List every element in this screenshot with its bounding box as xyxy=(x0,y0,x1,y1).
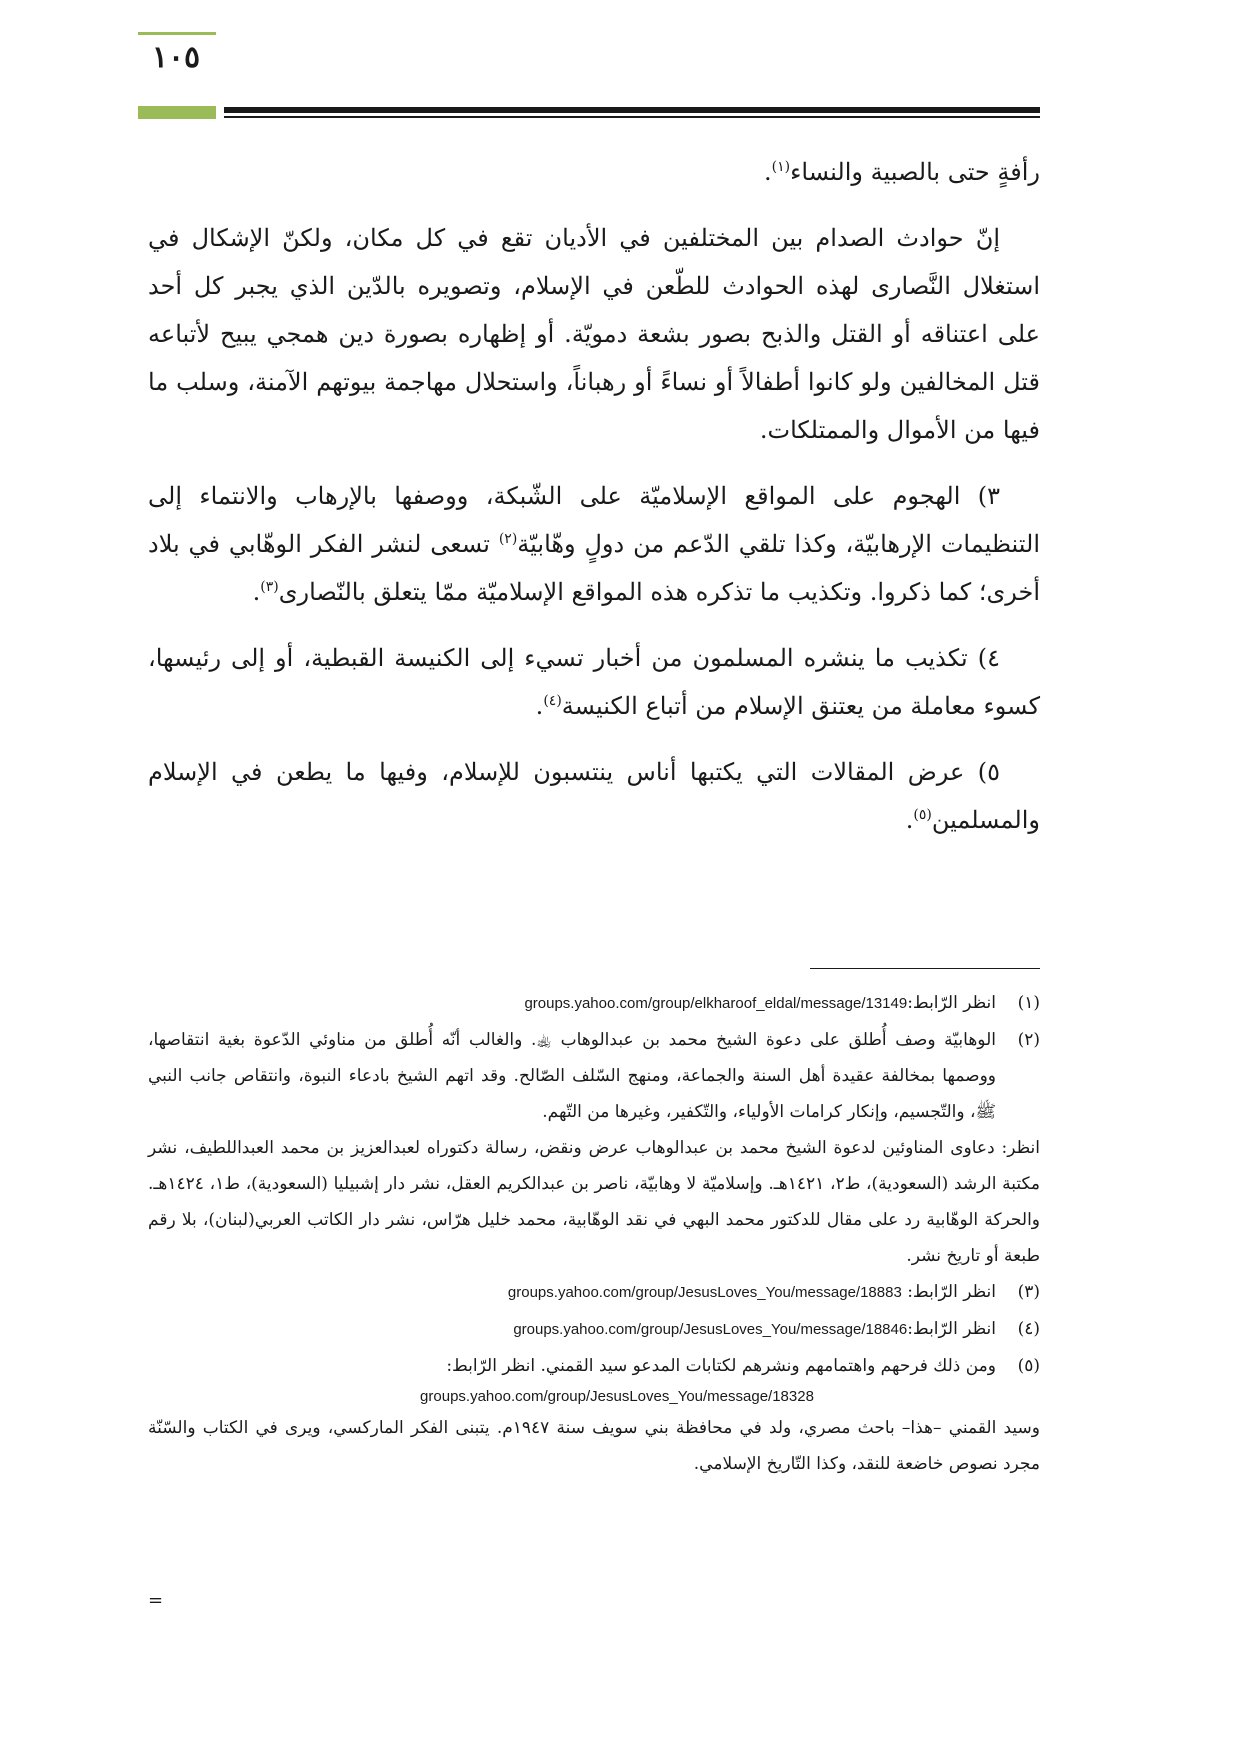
footnote-ref[interactable]: (١) xyxy=(771,159,791,175)
footnote-number: (٥) xyxy=(1017,1356,1040,1376)
footnote-text: الوهابيّة وصف أُطلق على دعوة الشيخ محمد بن عبدالوهاب ﵀. والغالب أنّه أُطلق من مناوئي الدّعوة بغية انتقاصها، ووصمها بمخالفة عقيدة أهل السنة والجماعة، ومنهج السّلف الصّالح. وقد اتهم الشيخ بادعاء النبوة، وانتقاص جانب النبي ﷺ، والتّجسيم، وإنكار كرامات الأولياء، والتّكفير، وغيرها من التّهم. xyxy=(148,1030,996,1122)
header-rule-thick xyxy=(224,107,1040,113)
footnote-ref[interactable]: (٥) xyxy=(913,807,932,823)
footnote-2 xyxy=(148,1022,1040,1130)
footnote-link[interactable]: groups.yahoo.com/group/JesusLoves_You/message/18328 xyxy=(420,1388,814,1405)
footnote-5 xyxy=(148,1348,1040,1410)
footnote-separator xyxy=(810,968,1040,969)
footnote-3: (٣) انظر الرّابط: groups.yahoo.com/group/JesusLoves_You/message/18883 xyxy=(148,1274,1040,1311)
paragraph-item-3: ٣) الهجوم على المواقع الإسلاميّة على الشّبكة، ووصفها بالإرهاب والانتماء إلى التنظيمات الإرهابيّة، وكذا تلقي الدّعم من دولٍ وهّابيّة$^{(٢)}$ تسعى لنشر الفكر الوهّابي في بلاد أخرى؛ كما ذكروا. وتكذيب ما تذكره هذه المواقع الإسلاميّة ممّا يتعلق بالنّصارى$^{(٣)}$. xyxy=(148,482,1041,606)
footnote-2-references: انظر: دعاوى المناوئين لدعوة الشيخ محمد بن عبدالوهاب عرض ونقض، رسالة دكتوراه لعبدالعزيز بن محمد العبداللطيف، نشر مكتبة الرشد (السعودية)، ط٢، ١٤٢١هـ. وإسلاميّة لا وهابيّة، ناصر بن عبدالكريم العقل، نشر دار إشبيليا (السعودية)، ط١، ١٤٢٤هـ. والحركة الوهّابية رد على مقال للدكتور محمد البهي في نقد الوهّابية، محمد خليل هرّاس، نشر دار الكاتب العربي(لبنان)، بلا رقم طبعة أو تاريخ نشر. xyxy=(148,1138,1041,1266)
footnotes xyxy=(148,985,1040,1482)
header-accent-line xyxy=(138,32,216,35)
footnote-link[interactable]: groups.yahoo.com/group/elkharoof_eldal/message/13149 xyxy=(524,995,908,1012)
footnote-link[interactable]: groups.yahoo.com/group/JesusLoves_You/message/18846 xyxy=(513,1321,908,1338)
footnote-number: (٢) xyxy=(1017,1030,1040,1050)
header-rule-thin xyxy=(224,116,1040,118)
paragraph: إنّ حوادث الصدام بين المختلفين في الأديان تقع في كل مكان، ولكنّ الإشكال في استغلال النَّصارى لهذه الحوادث للطّعن في الإسلام، وتصويره بالدّين الذي يجبر كل أحد على اعتناقه أو القتل والذبح بصور بشعة دمويّة. أو إظهاره بصورة دين همجي يبيح لأتباعه قتل المخالفين ولو كانوا أطفالاً أو نساءً أو رهباناً، واستحلال مهاجمة بيوتهم الآمنة، وسلب ما فيها من الأموال والممتلكات. xyxy=(148,224,1041,444)
footnote-link[interactable]: groups.yahoo.com/group/JesusLoves_You/message/18883 xyxy=(507,1284,902,1301)
footnote-ref[interactable]: (٢) xyxy=(498,531,518,547)
footnote-number: (٤) xyxy=(1017,1319,1040,1339)
footnote-ref[interactable]: (٣) xyxy=(260,579,279,595)
page-number: ١٠٥ xyxy=(151,40,201,75)
paragraph-item-4: ٤) تكذيب ما ينشره المسلمون من أخبار تسيء إلى الكنيسة القبطية، أو إلى رئيسها، كسوء معاملة من يعتنق الإسلام من أتباع الكنيسة$^{(٤)}$. xyxy=(148,644,1040,720)
footnote-5-continuation: وسيد القمني –هذا– باحث مصري، ولد في محافظة بني سويف سنة ١٩٤٧م. يتبنى الفكر الماركسي، ويرى في الكتاب والسّنّة مجرد نصوص خاضعة للنقد، وكذا التّاريخ الإسلامي. xyxy=(148,1418,1040,1474)
footnote-ref[interactable]: (٤) xyxy=(543,693,562,709)
footnote-number: (٣) xyxy=(1017,1282,1040,1302)
footnote-4: (٤) انظر الرّابط:groups.yahoo.com/group/JesusLoves_You/message/18846 xyxy=(148,1311,1040,1348)
main-text xyxy=(148,148,1040,862)
paragraph-item-5: ٥) عرض المقالات التي يكتبها أناس ينتسبون للإسلام، وفيها ما يطعن في الإسلام والمسلمين$^{(٥)}$. xyxy=(148,758,1040,834)
header-accent-bar xyxy=(138,106,216,119)
bottom-mark: = xyxy=(148,1590,164,1611)
footnote-text: ومن ذلك فرحهم واهتمامهم ونشرهم لكتابات المدعو سيد القمني. انظر الرّابط: xyxy=(446,1356,996,1376)
paragraph-continuation: رأفةٍ حتى بالصبية والنساء$^{(١)}$. xyxy=(764,158,1040,186)
footnote-number: (١) xyxy=(1017,993,1040,1013)
footnote-1: (١) انظر الرّابط:groups.yahoo.com/group/elkharoof_eldal/message/13149 xyxy=(148,985,1040,1022)
